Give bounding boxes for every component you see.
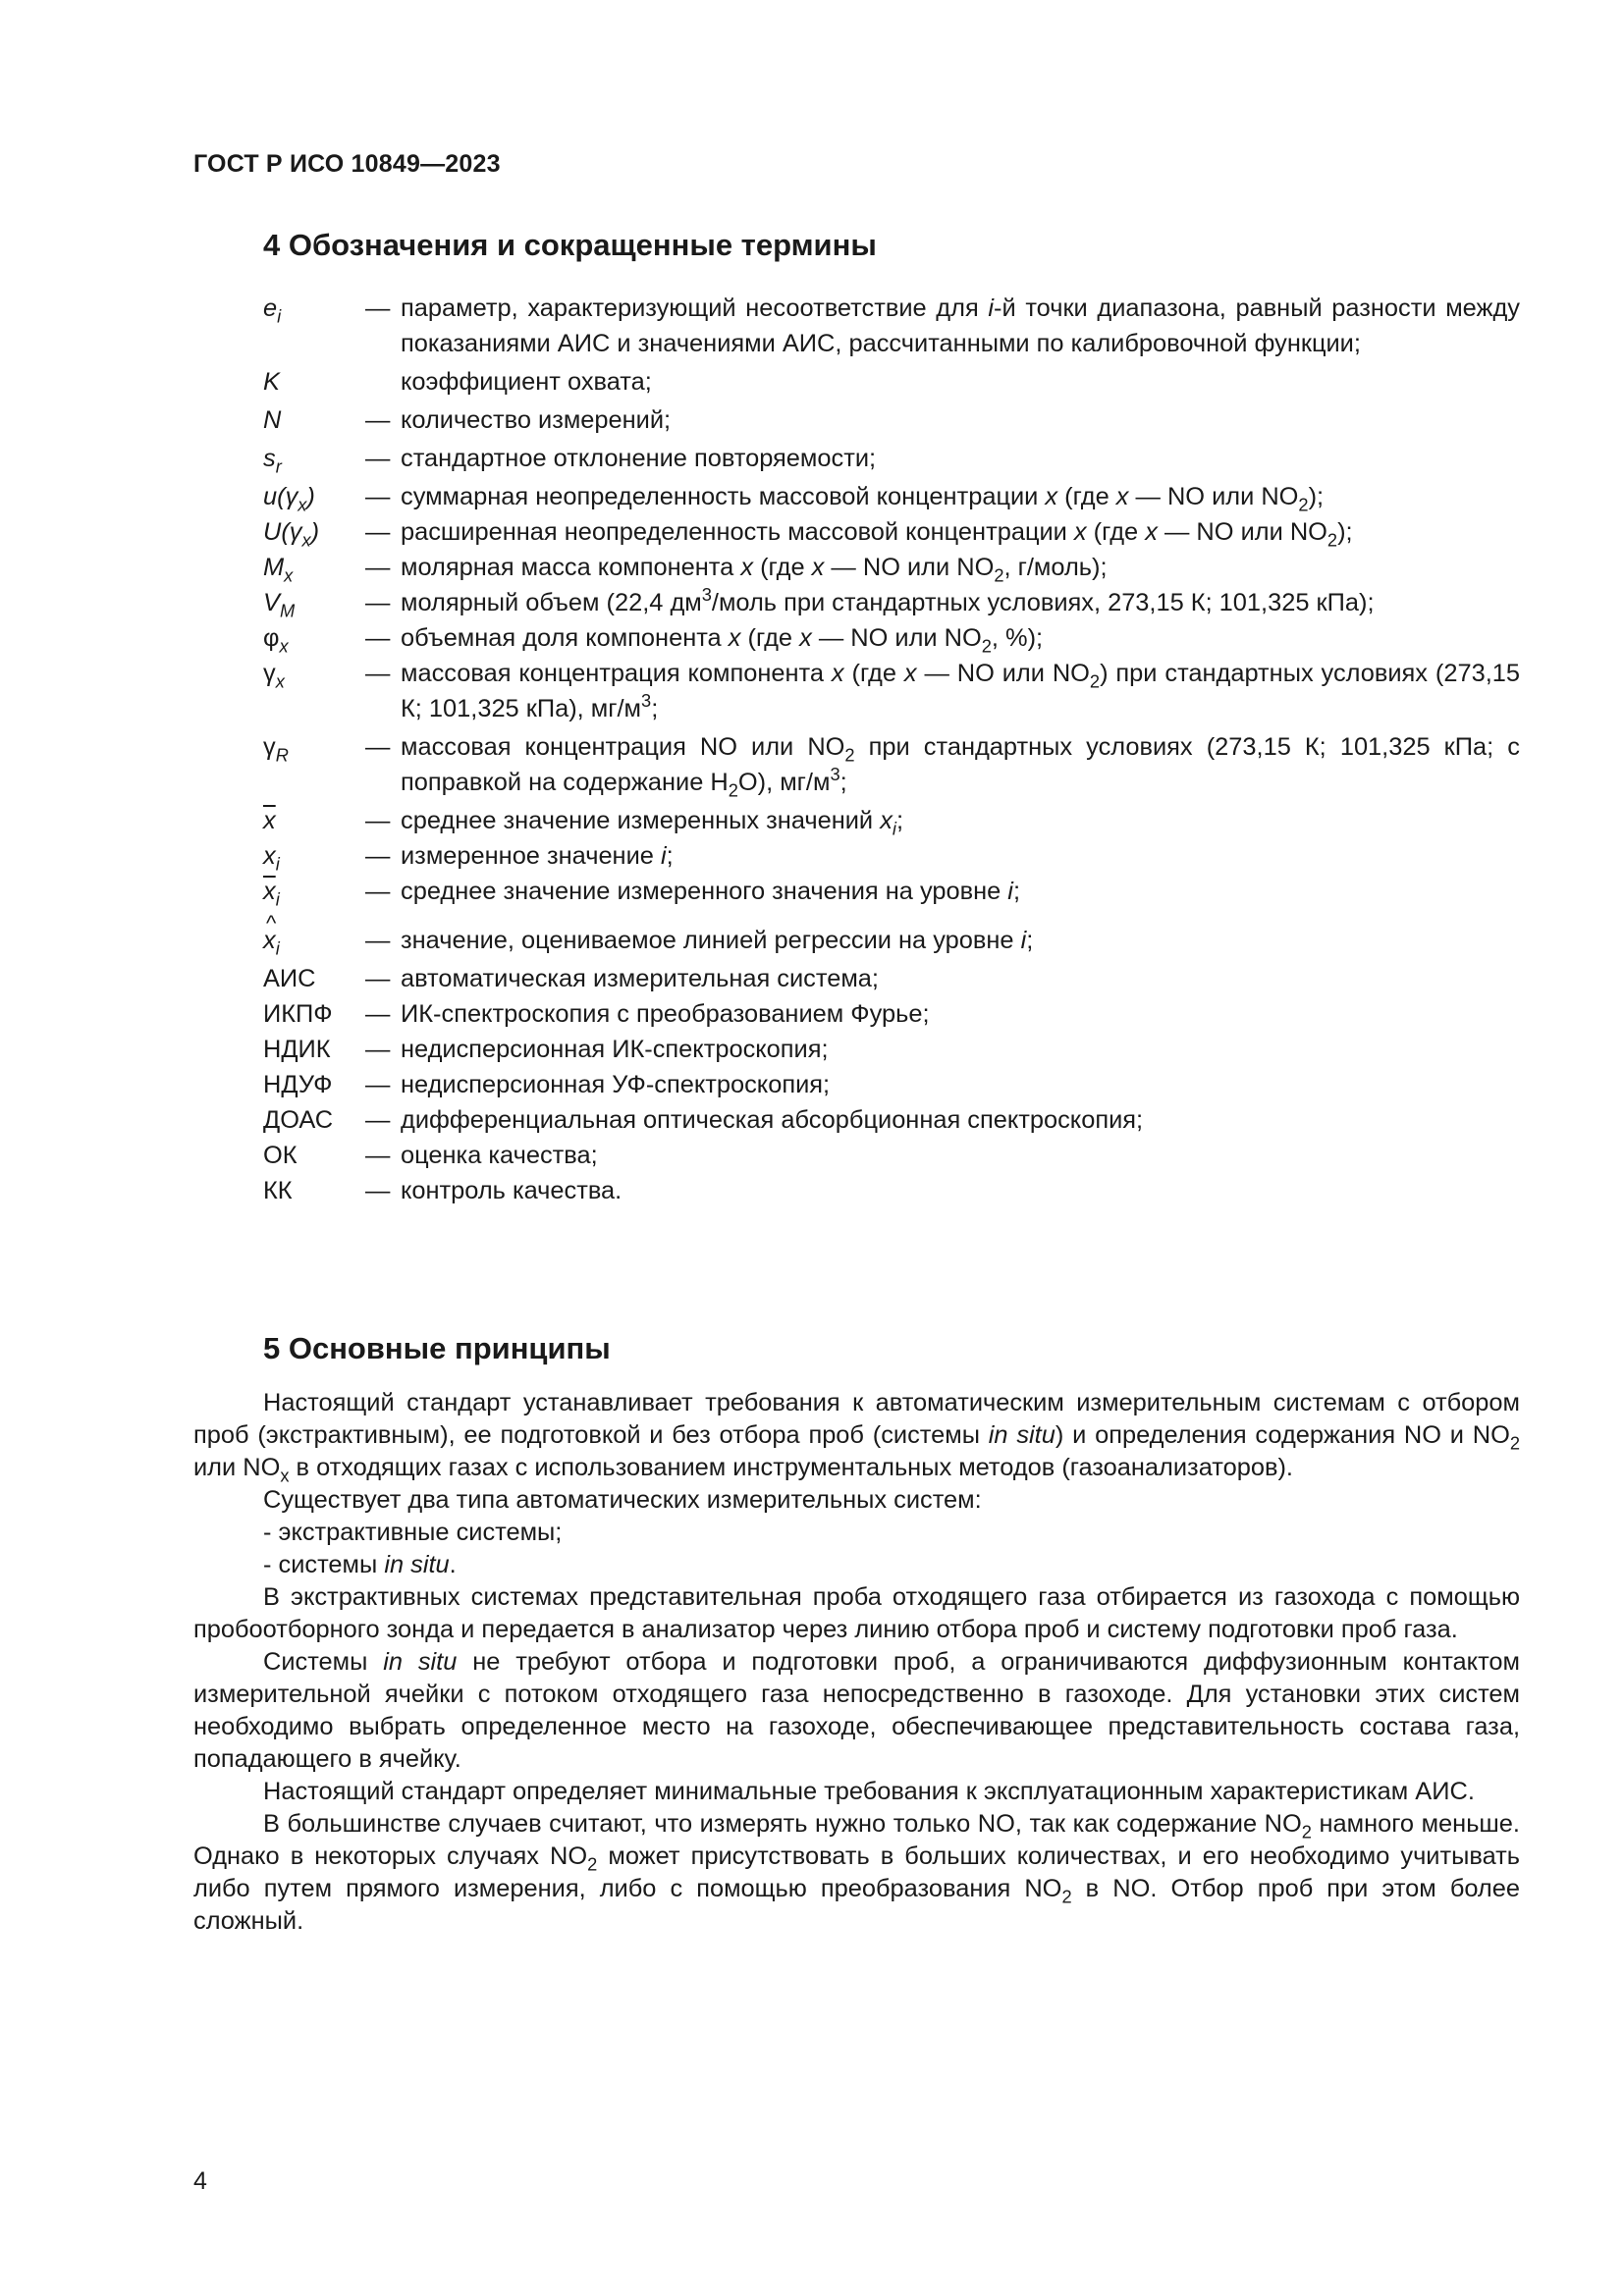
term-row xyxy=(263,620,1520,656)
term-row xyxy=(263,514,1520,550)
paragraph: В большинстве случаев считают, что измерять нужно только NO, так как содержание $NO_2$ намного меньше. Однако в некоторых случаях $NO_2$ может присутствовать в больших количествах, и его необходимо учитывать либо путем прямого измерения, либо с помощью преобразования $NO_2$ в NO. Отбор проб при этом более сложный. xyxy=(193,1810,1520,1935)
term-symbol: АИС xyxy=(263,965,316,992)
list-item: - экстрактивные системы; xyxy=(263,1519,563,1546)
term-dash: — xyxy=(365,589,391,616)
list-item: - системы in situ. xyxy=(263,1551,457,1578)
term-row xyxy=(263,656,1520,729)
term-symbol: $s_r$ xyxy=(263,445,282,477)
term-row xyxy=(263,803,1520,838)
term-row xyxy=(263,874,1520,909)
term-symbol: $V_M$ xyxy=(263,589,296,621)
term-description: коэффициент охвата; xyxy=(401,368,652,396)
term-dash: — xyxy=(365,518,391,546)
standard-header: ГОСТ Р ИСО 10849—2023 xyxy=(193,150,501,178)
term-description: стандартное отклонение повторяемости; xyxy=(401,445,877,472)
term-symbol: КК xyxy=(263,1177,293,1204)
term-symbol: НДУФ xyxy=(263,1071,333,1098)
term-dash: — xyxy=(365,1142,391,1169)
term-dash: — xyxy=(365,1000,391,1028)
term-row xyxy=(263,996,1520,1032)
term-description: суммарная неопределенность массовой концентрации x (где x — NO или $NO_2$); xyxy=(401,483,1325,515)
section-5-title: 5 Основные принципы xyxy=(263,1331,611,1365)
term-description: недисперсионная ИК-спектроскопия; xyxy=(401,1036,829,1063)
term-symbol: ИКПФ xyxy=(263,1000,333,1028)
term-dash: — xyxy=(365,1177,391,1204)
term-description: дифференциальная оптическая абсорбционная спектроскопия; xyxy=(401,1106,1144,1134)
term-row xyxy=(263,585,1520,620)
term-dash xyxy=(365,364,401,400)
term-symbol: $\gamma_R$ xyxy=(263,733,289,766)
term-row xyxy=(263,1067,1520,1102)
term-dash: — xyxy=(365,294,391,322)
term-symbol: $\overline{x}$ xyxy=(263,807,276,834)
term-description: расширенная неопределенность массовой концентрации x (где x — NO или $NO_2$); xyxy=(401,518,1353,551)
term-description: недисперсионная УФ-спектроскопия; xyxy=(401,1071,831,1098)
term-row xyxy=(263,909,1520,961)
term-description: молярная масса компонента x (где x — NO или $NO_2$, г/моль); xyxy=(401,554,1108,586)
term-dash: — xyxy=(365,406,391,434)
term-dash: — xyxy=(365,733,391,761)
term-description: среднее значение измеренного значения на уровне i; xyxy=(401,878,1020,905)
term-symbol: НДИК xyxy=(263,1036,331,1063)
term-description: среднее значение измеренных значений $x_i$; xyxy=(401,807,904,839)
term-row xyxy=(263,961,1520,996)
term-dash: — xyxy=(365,1106,391,1134)
term-dash: — xyxy=(365,554,391,581)
term-description: массовая концентрация NO или $NO_2$ при стандартных условиях (273,15 К; 101,325 кПа; с поправкой на содержание $H_2O$), $мг/м^3$; xyxy=(401,733,1520,801)
term-dash: — xyxy=(365,878,391,905)
term-dash: — xyxy=(365,445,391,472)
term-symbol: $M_x$ xyxy=(263,554,294,586)
term-dash: — xyxy=(365,1036,391,1063)
term-dash: — xyxy=(365,965,391,992)
term-symbol: N xyxy=(263,406,282,434)
term-symbol: $U(\gamma_x)$ xyxy=(263,518,320,551)
term-description: параметр, характеризующий несоответствие для i-й точки диапазона, равный разности между показаниями АИС и значениями АИС, рассчитанными по калибровочной функции; xyxy=(401,294,1520,357)
term-row xyxy=(263,550,1520,585)
term-description: массовая концентрация компонента x (где x — NO или $NO_2$) при стандартных условиях (273,15 К; 101,325 кПа), $мг/м^3$; xyxy=(401,660,1520,722)
term-dash: — xyxy=(365,927,391,954)
term-description: объемная доля компонента x (где x — NO или $NO_2$, %); xyxy=(401,624,1044,657)
term-symbol: $e_i$ xyxy=(263,294,282,327)
paragraph: Существует два типа автоматических измерительных систем: xyxy=(263,1486,982,1514)
term-symbol: $\varphi_x$ xyxy=(263,624,289,657)
term-description: автоматическая измерительная система; xyxy=(401,965,879,992)
term-row xyxy=(263,441,1520,479)
term-description: количество измерений; xyxy=(401,406,672,434)
term-row xyxy=(263,364,1520,402)
term-description: молярный объем (22,4 $дм^3$/моль при стандартных условиях, 273,15 К; 101,325 кПа); xyxy=(401,583,1375,616)
term-symbol: $u(\gamma_x)$ xyxy=(263,483,315,515)
term-dash: — xyxy=(365,483,391,510)
term-row xyxy=(263,1102,1520,1138)
term-symbol: $\gamma_x$ xyxy=(263,660,285,692)
term-symbol: K xyxy=(263,368,280,396)
paragraph: Системы in situ не требуют отбора и подготовки проб, а ограничиваются диффузионным контактом измерительной ячейки с потоком отходящего газа непосредственно в газоходе. Для установки этих систем необходимо выбрать определенное место на газоходе, обеспечивающее представительность состава газа, попадающего в ячейку. xyxy=(193,1648,1520,1773)
paragraph: В экстрактивных системах представительная проба отходящего газа отбирается из газохода с помощью пробоотборного зонда и передается в анализатор через линию отбора проб и систему подготовки проб газа. xyxy=(193,1583,1520,1643)
term-symbol: ОК xyxy=(263,1142,298,1169)
term-symbol: ДОАС xyxy=(263,1106,334,1134)
term-row xyxy=(263,729,1520,803)
term-row xyxy=(263,291,1520,364)
term-symbol: $x_i$ xyxy=(263,842,280,875)
term-description: измеренное значение i; xyxy=(401,842,674,870)
term-symbol: $\overline{x}_i$ xyxy=(263,878,280,910)
term-description: значение, оцениваемое линией регрессии на уровне i; xyxy=(401,927,1034,954)
term-dash: — xyxy=(365,1071,391,1098)
terms-list xyxy=(263,291,1520,1208)
term-row xyxy=(263,1032,1520,1067)
term-dash: — xyxy=(365,624,391,652)
term-dash: — xyxy=(365,807,391,834)
term-description: ИК-спектроскопия с преобразованием Фурье; xyxy=(401,1000,930,1028)
term-row xyxy=(263,838,1520,874)
page-number: 4 xyxy=(193,2167,207,2195)
term-description: контроль качества. xyxy=(401,1177,623,1204)
term-dash: — xyxy=(365,660,391,687)
paragraph: Настоящий стандарт определяет минимальные требования к эксплуатационным характеристикам АИС. xyxy=(263,1778,1475,1805)
term-row xyxy=(263,1138,1520,1173)
term-symbol: ^ $x_i$ xyxy=(263,923,365,958)
term-row xyxy=(263,402,1520,441)
paragraph: Настоящий стандарт устанавливает требования к автоматическим измерительным системам с отбором проб (экстрактивным), ее подготовкой и без отбора проб (системы in situ) и определения содержания NO и $NO_2$ или $NO_x$ в отходящих газах с использованием инструментальных методов (газоанализаторов). xyxy=(193,1389,1521,1486)
section-5-body xyxy=(193,1387,1520,1938)
term-row xyxy=(263,479,1520,514)
term-row xyxy=(263,1173,1520,1208)
section-4-title: 4 Обозначения и сокращенные термины xyxy=(263,228,877,262)
term-description: оценка качества; xyxy=(401,1142,598,1169)
term-dash: — xyxy=(365,842,391,870)
